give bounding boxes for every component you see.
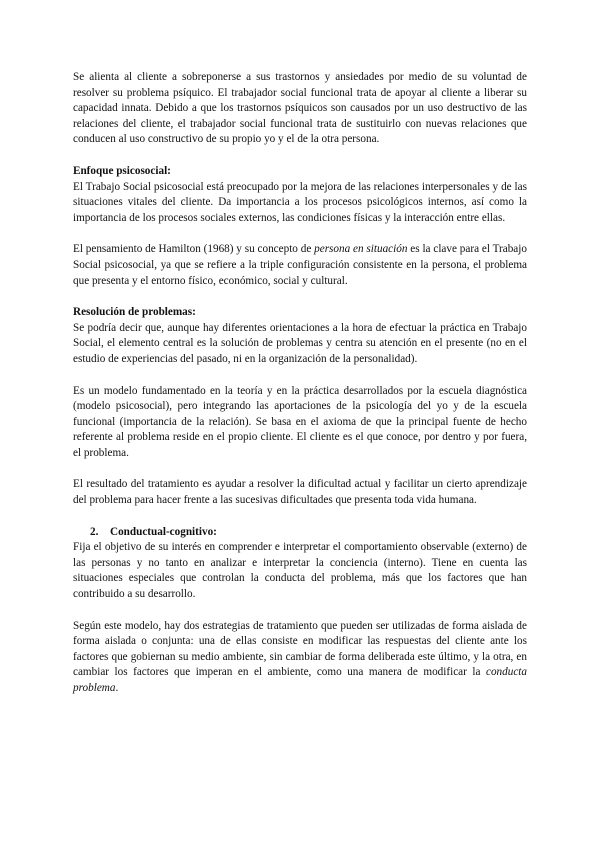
heading-label: Conductual-cognitivo: (110, 525, 217, 538)
paragraph-resolucion-2: Es un modelo fundamentado en la teoría y en la práctica desarrollados por la escuela diagnóstica (modelo psicosocial), pero integrando las aportaciones de la psicología del yo y de la escuela funcional (importancia de la relación). Se basa en el axioma de que la principal fuente de hecho referente al problema reside en el propio cliente. El cliente es el que conoce, por dentro y por fuera, el problema. (73, 384, 527, 459)
text-run: es la clave para el Trabajo Social psicosocial, ya que se refiere a la triple configuración consistente en la persona, el problema que presenta y el entorno físico, económico, social y cultural. (73, 243, 527, 287)
heading-resolucion-problemas: Resolución de problemas: (73, 306, 196, 319)
paragraph-funcional-intro: Se alienta al cliente a sobreponerse a sus trastornos y ansiedades por medio de su voluntad de resolver su problema psíquico. El trabajador social funcional trata de apoyar al cliente a liberar su capacidad innata. Debido a que los trastornos psíquicos son causados por un uso destructivo de las relaciones del cliente, el trabajador social funcional trata de sustituirlo con nuevas relaciones que conducen al uso constructivo de su propio yo y el de la otra persona. (73, 71, 527, 146)
heading-conductual-cognitivo (73, 525, 527, 541)
paragraph-resolucion-1: Se podría decir que, aunque hay diferentes orientaciones a la hora de efectuar la práctica en Trabajo Social, el elemento central es la solución de problemas y centra su atención en el presente (no en el estudio de experiencias del pasado, ni en la organización de la personalidad). (73, 321, 527, 365)
paragraph-conductual-1: Fija el objetivo de su interés en comprender e interpretar el comportamiento observable (externo) de las personas y no tanto en analizar e interpretar la conciencia (interno). Tiene en cuenta las situaciones especiales que controlan la conducta del problema, más que los factores que han contribuido a su desarrollo. (73, 541, 527, 601)
paragraph-resolucion-3: El resultado del tratamiento es ayudar a resolver la dificultad actual y facilitar un cierto aprendizaje del problema para hacer frente a las sucesivas dificultades que presenta toda vida humana. (73, 478, 527, 507)
emphasis-conducta-problema: conducta problema (73, 666, 527, 694)
paragraph-psicosocial-hamilton (73, 242, 527, 289)
emphasis-persona-en-situacion: persona en situación (314, 243, 408, 256)
heading-number: 2. (90, 525, 99, 538)
text-run: El pensamiento de Hamilton (1968) y su concepto de (73, 243, 315, 256)
text-run: Según este modelo, hay dos estrategias de tratamiento que pueden ser utilizadas de forma aislada de forma aislada o conjunta: una de ellas consiste en modificar las respuestas del cliente ante los factores que gobiernan su medio ambiente, sin cambiar de forma deliberada este último, y la otra, en cambiar los factores que imperan en el ambiente, como una manera de modificar la (73, 619, 527, 679)
paragraph-psicosocial-1: El Trabajo Social psicosocial está preocupado por la mejora de las relaciones interpersonales y de las situaciones vitales del cliente. Da importancia a los procesos psicológicos internos, así como la importancia de los procesos sociales externos, las condiciones físicas y la interacción entre ellas. (73, 180, 527, 224)
heading-enfoque-psicosocial: Enfoque psicosocial: (73, 164, 171, 177)
text-run: . (115, 682, 119, 694)
paragraph-conductual-2 (73, 619, 527, 697)
